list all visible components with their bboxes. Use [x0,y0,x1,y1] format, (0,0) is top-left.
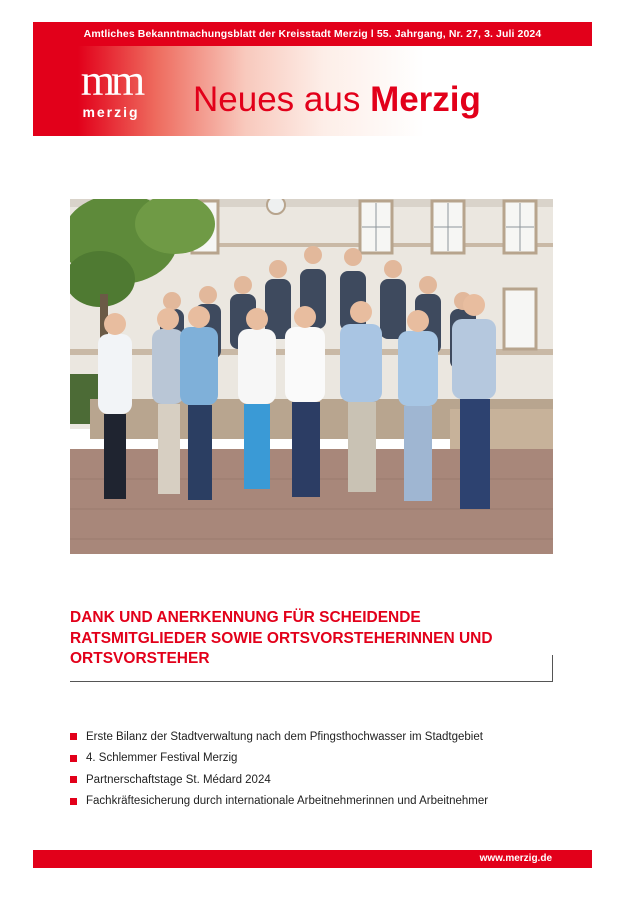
lead-headline: DANK UND ANERKENNUNG FÜR SCHEIDENDE RATSMITGLIEDER SOWIE ORTSVORSTEHERINNEN UND ORTSVORSTEHER [70,609,493,667]
website-link[interactable]: www.merzig.de [479,853,552,864]
masthead [33,46,592,136]
list-item-text: Partnerschaftstage St. Médard 2024 [86,773,271,786]
list-item [70,726,488,748]
list-item-text: Fachkräftesicherung durch internationale Arbeitnehmerinnen und Arbeitnehmer [86,795,489,808]
newsletter-title [193,80,481,120]
footer-bar [33,850,592,868]
logo-mark: mm [80,56,142,105]
publication-info: Amtliches Bekanntmachungsblatt der Kreisstadt Merzig l 55. Jahrgang, Nr. 27, 3. Juli 2024 [83,28,542,40]
list-item-text: 4. Schlemmer Festival Merzig [86,752,238,765]
bullet-square-icon [70,798,77,805]
title-light: Neues aus [193,80,371,119]
masthead-info-bar [33,22,592,46]
list-item [70,748,488,770]
bullet-square-icon [70,776,77,783]
list-item [70,791,488,813]
headline-divider [70,681,552,682]
cover-photo [70,199,553,554]
merzig-logo [71,56,151,120]
title-bold: Merzig [370,80,481,119]
bullet-square-icon [70,733,77,740]
contents-list [70,726,488,812]
list-item [70,769,488,791]
logo-wordmark: merzig [82,104,140,120]
headline-divider-tick [552,655,553,682]
list-item-text: Erste Bilanz der Stadtverwaltung nach dem Pfingsthochwasser im Stadtgebiet [86,730,483,743]
bullet-square-icon [70,755,77,762]
